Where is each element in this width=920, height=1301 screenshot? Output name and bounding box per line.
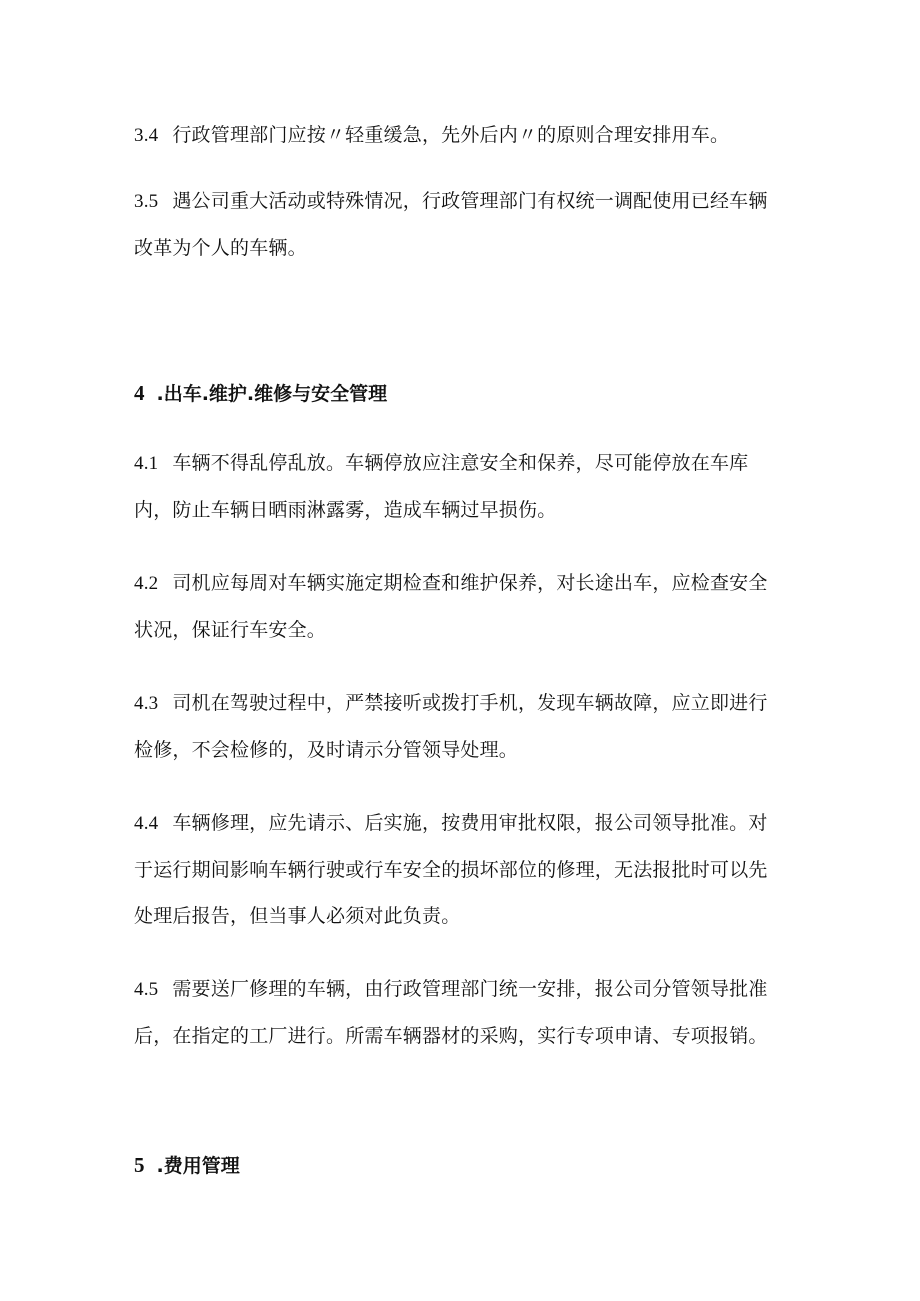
- paragraph-number: 3.4: [134, 125, 159, 146]
- paragraph-number: 4.4: [134, 813, 159, 834]
- section-heading-5: [134, 1150, 784, 1181]
- paragraph-number: 4.2: [134, 573, 159, 594]
- paragraph-4-2: [134, 560, 784, 653]
- paragraph-3-5: [134, 178, 784, 271]
- paragraph-text: 司机在驾驶过程中，严禁接听或拨打手机，发现车辆故障，应立即进行检修，不会检修的，及时请示分管领导处理。: [134, 692, 768, 761]
- paragraph-number: 3.5: [134, 191, 159, 212]
- paragraph-text: 车辆修理，应先请示、后实施，按费用审批权限，报公司领导批准。对于运行期间影响车辆行驶或行车安全的损坏部位的修理，无法报批时可以先处理后报告，但当事人必须对此负责。: [134, 812, 768, 927]
- paragraph-3-4: [134, 112, 784, 159]
- paragraph-text: 行政管理部门应按〃轻重缓急，先外后内〃的原则合理安排用车。: [172, 124, 730, 146]
- paragraph-4-5: [134, 966, 784, 1059]
- paragraph-number: 4.1: [134, 453, 159, 474]
- paragraph-4-1: [134, 440, 784, 533]
- paragraph-text: 车辆不得乱停乱放。车辆停放应注意安全和保养，尽可能停放在车库内，防止车辆日晒雨淋露雾，造成车辆过早损伤。: [134, 452, 749, 521]
- section-heading-4: [134, 378, 784, 409]
- paragraph-number: 4.3: [134, 693, 159, 714]
- paragraph-text: 司机应每周对车辆实施定期检查和维护保养，对长途出车，应检查安全状况，保证行车安全。: [134, 572, 768, 641]
- paragraph-text: 遇公司重大活动或特殊情况，行政管理部门有权统一调配使用已经车辆改革为个人的车辆。: [134, 190, 768, 259]
- heading-number: 5: [134, 1153, 145, 1177]
- paragraph-4-4: [134, 800, 784, 939]
- paragraph-4-3: [134, 680, 784, 773]
- paragraph-text: 需要送厂修理的车辆，由行政管理部门统一安排，报公司分管领导批准后，在指定的工厂进行。所需车辆器材的采购，实行专项申请、专项报销。: [134, 978, 768, 1047]
- heading-number: 4: [134, 381, 145, 405]
- heading-text: .出车.维护.维修与安全管理: [156, 383, 388, 405]
- paragraph-number: 4.5: [134, 979, 159, 1000]
- heading-text: .费用管理: [156, 1155, 240, 1177]
